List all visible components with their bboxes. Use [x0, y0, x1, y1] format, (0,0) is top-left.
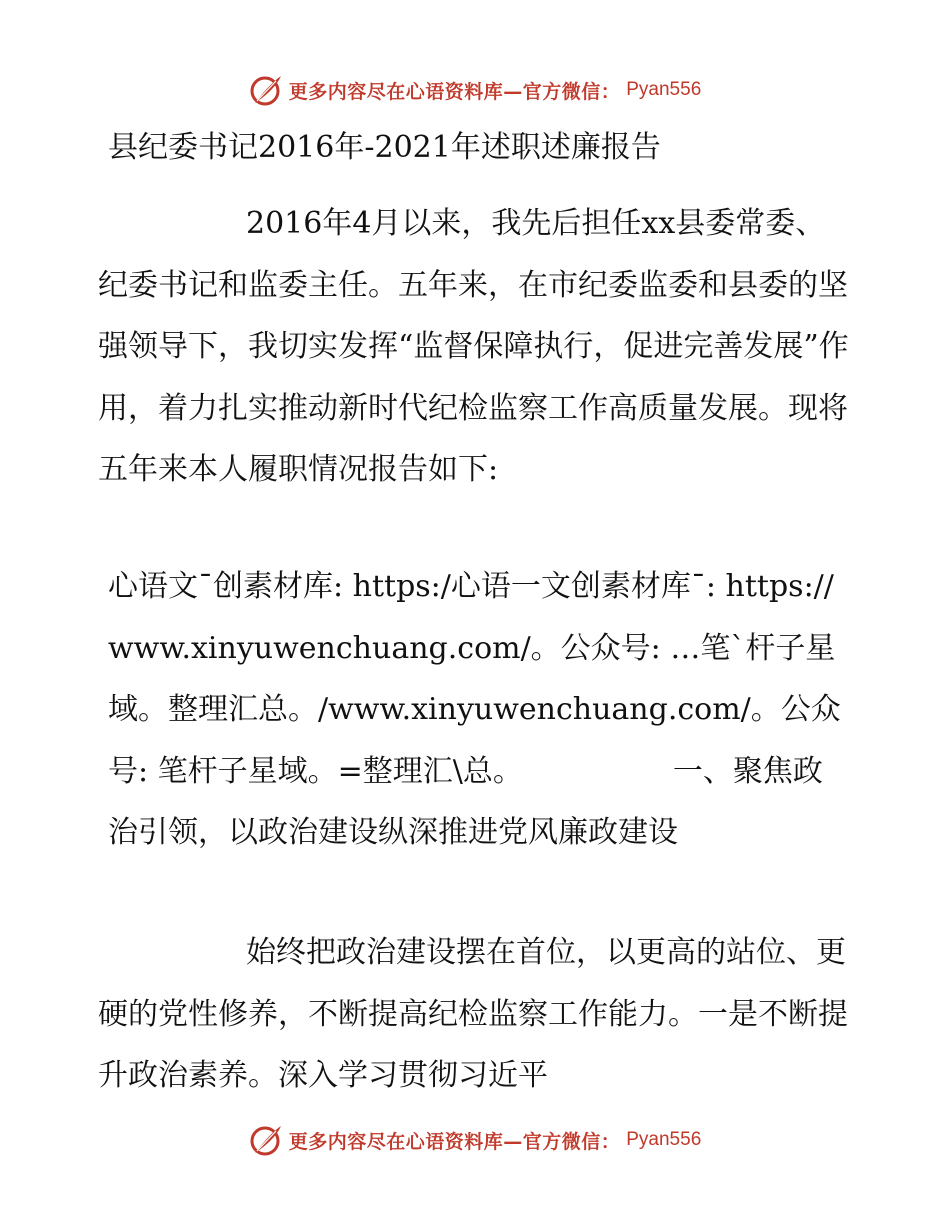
document-title: 县纪委书记2016年-2021年述职述廉报告 [108, 130, 661, 165]
banner-wechat-id: Pyan556 [626, 1129, 702, 1150]
banner-text: 更多内容尽在心语资料库—官方微信： [288, 80, 621, 103]
footer-banner [0, 1120, 950, 1160]
intro-paragraph: 2016年4月以来，我先后担任xx县委常委、纪委书记和监委主任。五年来，在市纪委监委和县委的坚强领导下，我切实发挥“监督保障执行，促进完善发展”作用，着力扎实推动新时代纪检监察工作高质量发展。现将五年来本人履职情况报告如下: [98, 206, 849, 488]
section-heading-1: 一、聚焦政治引领，以政治建设纵深推进党风廉政建设 [108, 753, 823, 851]
quill-pen-logo-icon [249, 73, 283, 107]
body-paragraph-2: 始终把政治建设摆在首位，以更高的站位、更硬的党性修养，不断提高纪检监察工作能力。一是不断提升政治素养。深入学习贯彻习近平 [98, 935, 848, 1094]
quill-pen-logo-icon [249, 1123, 283, 1157]
banner-text: 更多内容尽在心语资料库—官方微信： [288, 1130, 621, 1153]
header-banner [0, 70, 950, 110]
banner-wechat-id: Pyan556 [626, 79, 702, 100]
promo-text: 心语文¯创素材库: https:/心语一文创素材库¯: https://www.xinyuwenchuang.com/。公众号: …笔`杆子星域。整理汇总。/www.xinyuwenchuang.com/。公众号: 笔杆子星域。=整理汇\总。 [108, 569, 841, 789]
promo-paragraph [98, 556, 850, 864]
